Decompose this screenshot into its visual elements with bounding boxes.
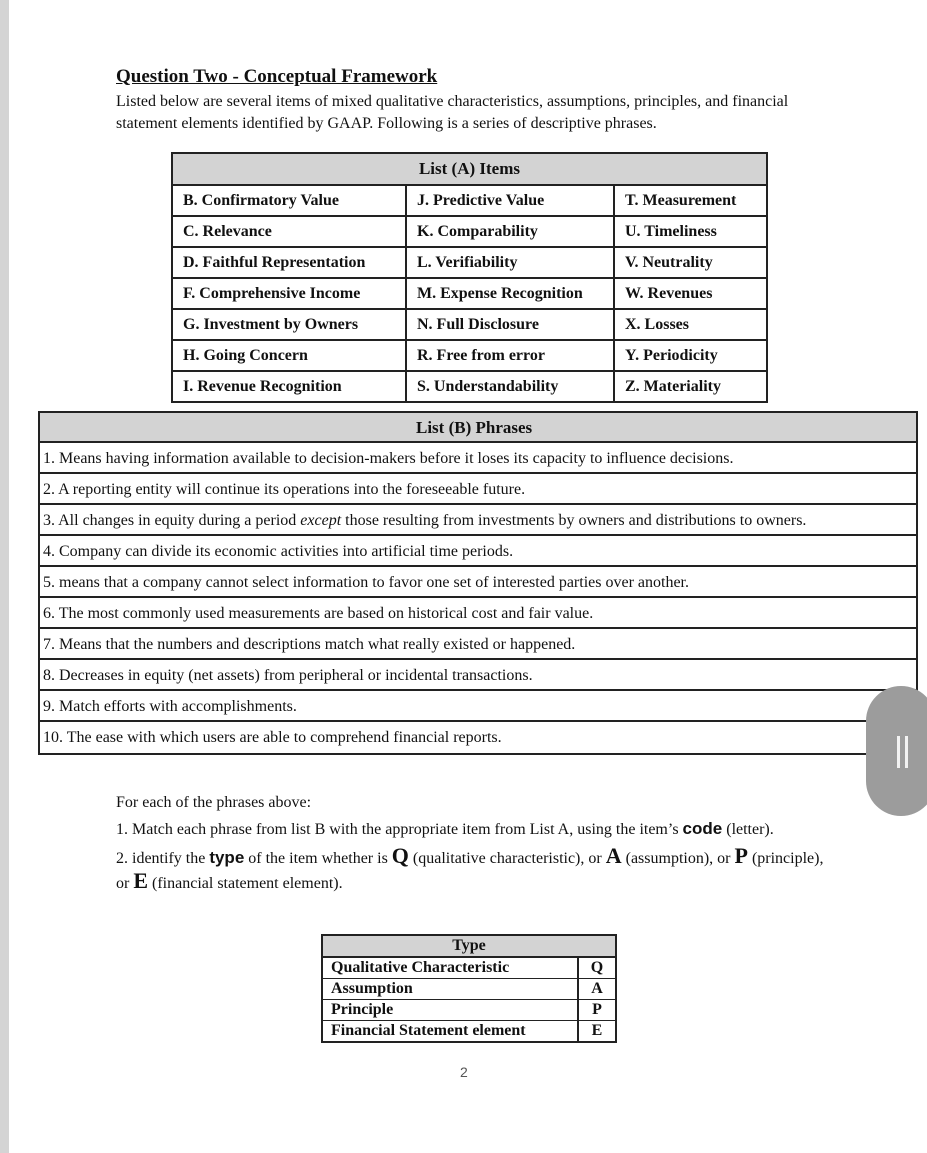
- instructions-step-1: [116, 818, 836, 841]
- table-row: [172, 216, 767, 247]
- list-a-item: H. Going Concern: [172, 340, 406, 371]
- step2-mid: of the item whether is: [248, 850, 388, 867]
- list-b-phrase: 1. Means having information available to decision-makers before it loses its capacity to influence decisions.: [40, 443, 916, 474]
- emphasis-text: except: [300, 512, 342, 529]
- question-intro: Listed below are several items of mixed qualitative characteristics, assumptions, principles, and financial statement elements identified by GAAP. Following is a series of descriptive phrases.: [116, 93, 789, 132]
- step2-text: 2. identify the: [116, 850, 206, 867]
- list-a-item: J. Predictive Value: [406, 185, 614, 216]
- p-text: (principle), or: [116, 850, 824, 892]
- e-text: (financial statement element).: [152, 875, 343, 892]
- handle-grip-line: [897, 736, 900, 768]
- type-table: [321, 934, 617, 1043]
- type-table-header: Type: [322, 935, 616, 957]
- page-edge: [0, 0, 9, 1153]
- list-a-item: L. Verifiability: [406, 247, 614, 278]
- table-row: [322, 1000, 616, 1021]
- table-row: [172, 185, 767, 216]
- table-row: [172, 309, 767, 340]
- list-b-phrase: 6. The most commonly used measurements are based on historical cost and fair value.: [40, 598, 916, 629]
- code-keyword: code: [682, 819, 723, 838]
- list-a-item: D. Faithful Representation: [172, 247, 406, 278]
- list-a-item: B. Confirmatory Value: [172, 185, 406, 216]
- list-a-item: R. Free from error: [406, 340, 614, 371]
- question-title: Question Two - Conceptual Framework: [116, 66, 438, 87]
- list-a-item: Y. Periodicity: [614, 340, 767, 371]
- step1-text: 1. Match each phrase from list B with the appropriate item from List A, using the item’s: [116, 821, 679, 838]
- table-row: [172, 278, 767, 309]
- table-row: [172, 340, 767, 371]
- list-a-item: I. Revenue Recognition: [172, 371, 406, 402]
- table-row: [322, 957, 616, 979]
- list-b-phrase: 4. Company can divide its economic activities into artificial time periods.: [40, 536, 916, 567]
- list-a-item: V. Neutrality: [614, 247, 767, 278]
- list-a-item: G. Investment by Owners: [172, 309, 406, 340]
- type-code: Q: [578, 957, 616, 979]
- list-b-phrase: 10. The ease with which users are able to comprehend financial reports.: [43, 729, 502, 746]
- type-name: Qualitative Characteristic: [322, 957, 578, 979]
- p-letter: P: [734, 843, 748, 868]
- type-code: A: [578, 979, 616, 1000]
- type-keyword: type: [209, 848, 245, 867]
- instructions-lead: For each of the phrases above:: [116, 794, 312, 811]
- q-text: (qualitative characteristic), or: [412, 850, 602, 867]
- list-a-item: N. Full Disclosure: [406, 309, 614, 340]
- list-a-item: C. Relevance: [172, 216, 406, 247]
- table-row: [322, 979, 616, 1000]
- list-a-item: M. Expense Recognition: [406, 278, 614, 309]
- type-name: Principle: [322, 1000, 578, 1021]
- table-row: [322, 1021, 616, 1043]
- type-name: Assumption: [322, 979, 578, 1000]
- list-a-item: K. Comparability: [406, 216, 614, 247]
- list-b-table: [38, 411, 918, 755]
- a-letter: A: [605, 843, 622, 868]
- instructions-step-2: [116, 845, 836, 895]
- type-code: P: [578, 1000, 616, 1021]
- list-a-table: [171, 152, 768, 403]
- type-name: Financial Statement element: [322, 1021, 578, 1043]
- list-b-header: List (B) Phrases: [40, 413, 916, 443]
- q-letter: Q: [391, 843, 409, 868]
- table-row: [172, 371, 767, 402]
- step1-suffix: (letter).: [726, 821, 774, 838]
- list-b-phrase: 5. means that a company cannot select information to favor one set of interested parties over another.: [40, 567, 916, 598]
- list-a-header: List (A) Items: [172, 153, 767, 185]
- list-a-item: Z. Materiality: [614, 371, 767, 402]
- a-text: (assumption), or: [625, 850, 731, 867]
- list-b-phrase: 9. Match efforts with accomplishments.: [40, 691, 916, 722]
- drag-handle-icon[interactable]: [866, 686, 927, 816]
- handle-grip-line: [905, 736, 908, 768]
- type-code: E: [578, 1021, 616, 1043]
- table-row: [172, 247, 767, 278]
- list-a-item: W. Revenues: [614, 278, 767, 309]
- list-a-item: S. Understandability: [406, 371, 614, 402]
- e-letter: E: [133, 868, 149, 893]
- list-a-item: F. Comprehensive Income: [172, 278, 406, 309]
- list-a-item: T. Measurement: [614, 185, 767, 216]
- list-b-phrase: 3. All changes in equity during a period except those resulting from investments by owners and distributions to owners.: [40, 505, 916, 536]
- list-b-phrase: 2. A reporting entity will continue its operations into the foreseeable future.: [40, 474, 916, 505]
- page-number: 2: [460, 1064, 468, 1080]
- list-a-item: X. Losses: [614, 309, 767, 340]
- list-a-item: U. Timeliness: [614, 216, 767, 247]
- list-b-phrase: 8. Decreases in equity (net assets) from peripheral or incidental transactions.: [40, 660, 916, 691]
- instructions: [116, 792, 836, 899]
- list-b-phrase: 7. Means that the numbers and descriptions match what really existed or happened.: [40, 629, 916, 660]
